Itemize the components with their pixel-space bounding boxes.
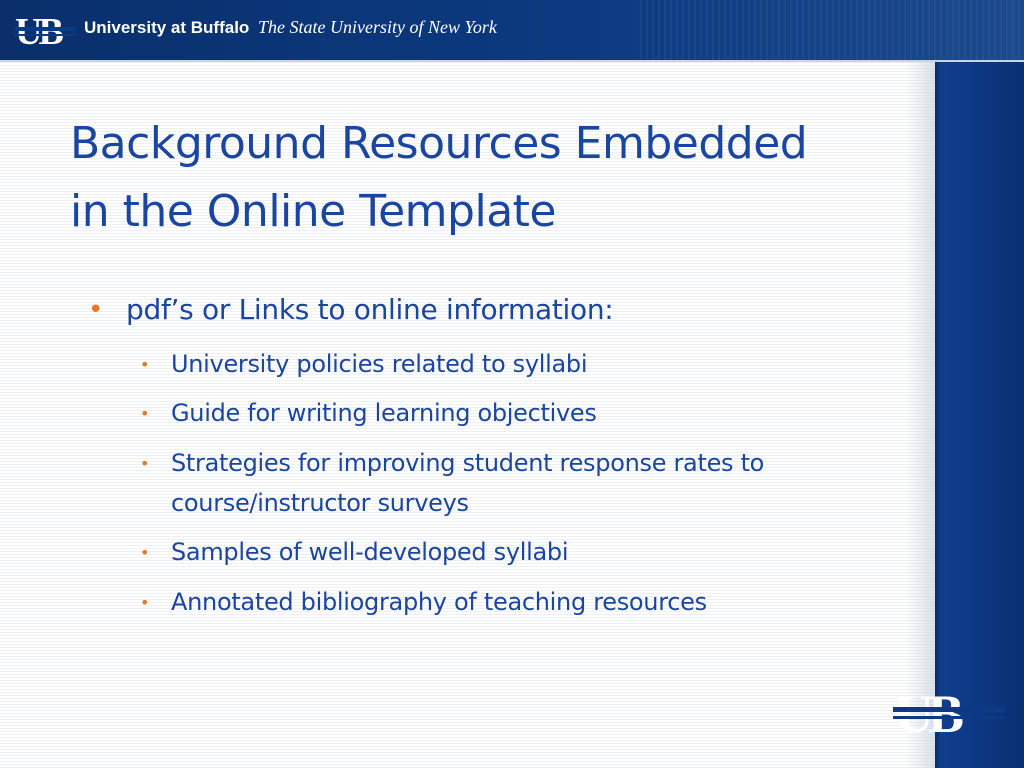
sub-bullet-dot-icon: •: [140, 543, 150, 562]
sub-bullet-dot-icon: •: [140, 355, 150, 374]
sub-bullet-text: Guide for writing learning objectives: [171, 399, 597, 427]
bullet-dot-icon: •: [88, 295, 104, 325]
sub-bullet-text: Annotated bibliography of teaching resources: [171, 588, 707, 616]
slide-title-line-2: in the Online Template: [70, 186, 556, 237]
sub-bullet-dot-icon: •: [140, 454, 150, 473]
sub-bullet-dot-icon: •: [140, 404, 150, 423]
bullet-text-main: pdf’s or Links to online information:: [126, 293, 614, 326]
sub-bullet-text: University policies related to syllabi: [171, 350, 588, 378]
university-name: University at Buffalo: [84, 18, 250, 37]
sub-bullet-text-continued: course/instructor surveys: [171, 489, 469, 517]
sub-bullet-text: Strategies for improving student response rates to: [171, 449, 765, 477]
university-tagline: The State University of New York: [258, 17, 497, 37]
sub-bullet-text: Samples of well-developed syllabi: [171, 538, 569, 566]
sub-bullet-dot-icon: •: [140, 593, 150, 612]
slide-title-line-1: Background Resources Embedded: [70, 118, 808, 169]
